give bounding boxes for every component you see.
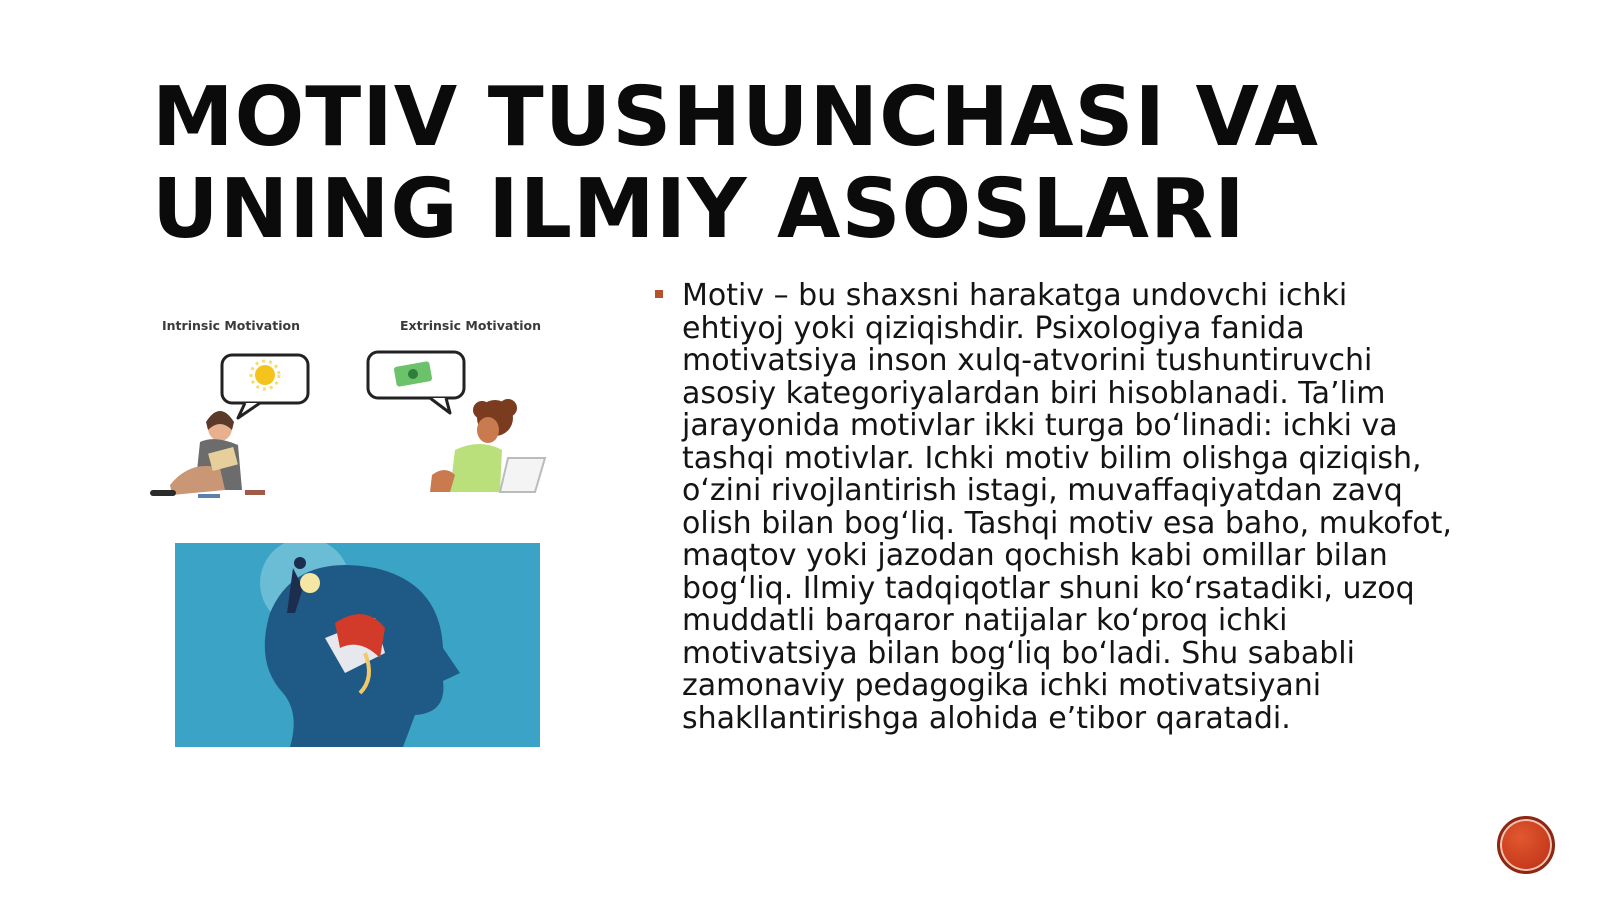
- thought-bubble-left: [222, 355, 308, 418]
- intrinsic-caption: Intrinsic Motivation: [162, 318, 300, 333]
- bullet-text: Motiv – bu shaxsni harakatga undovchi ichki ehtiyoj yoki qiziqishdir. Psixologiya fanida motivatsiya inson xulq-atvorini tushuntiruvchi asosiy kategoriyalardan biri hisoblanadi. Ta’lim jarayonida motivlar ikki turga bo‘linadi: ichki va tashqi motivlar. Ichki motiv bilim olishga qiziqish, o‘zini rivojlantirish istagi, muvaffaqiyatdan zavq olish bilan bog‘liq. Tashqi motiv esa baho, mukofot, maqtov yoki jazodan qochish kabi omillar bilan bog‘liq. Ilmiy tadqiqotlar shuni ko‘rsatadiki, uzoq muddatli barqaror natijalar ko‘proq ichki motivatsiya bilan bog‘liq bo‘ladi. Shu sababli zamonaviy pedagogika ichki motivatsiyani shakllantirishga alohida e’tibor qaratadi.: [682, 278, 1452, 736]
- bullet-square-icon: [655, 290, 663, 298]
- reading-person-figure: [150, 411, 265, 498]
- extrinsic-caption: Extrinsic Motivation: [400, 318, 542, 333]
- slide-nav-button[interactable]: [1497, 816, 1555, 874]
- motivation-illustration: [150, 300, 570, 515]
- laptop-person-figure: [430, 399, 545, 492]
- slide-title: MOTIV TUSHUNCHASI VA UNING ILMIY ASOSLARI: [152, 70, 1319, 257]
- head-silhouette-illustration: [175, 543, 540, 747]
- bullet-list: [655, 280, 1455, 735]
- thought-bubble-right: [368, 352, 464, 413]
